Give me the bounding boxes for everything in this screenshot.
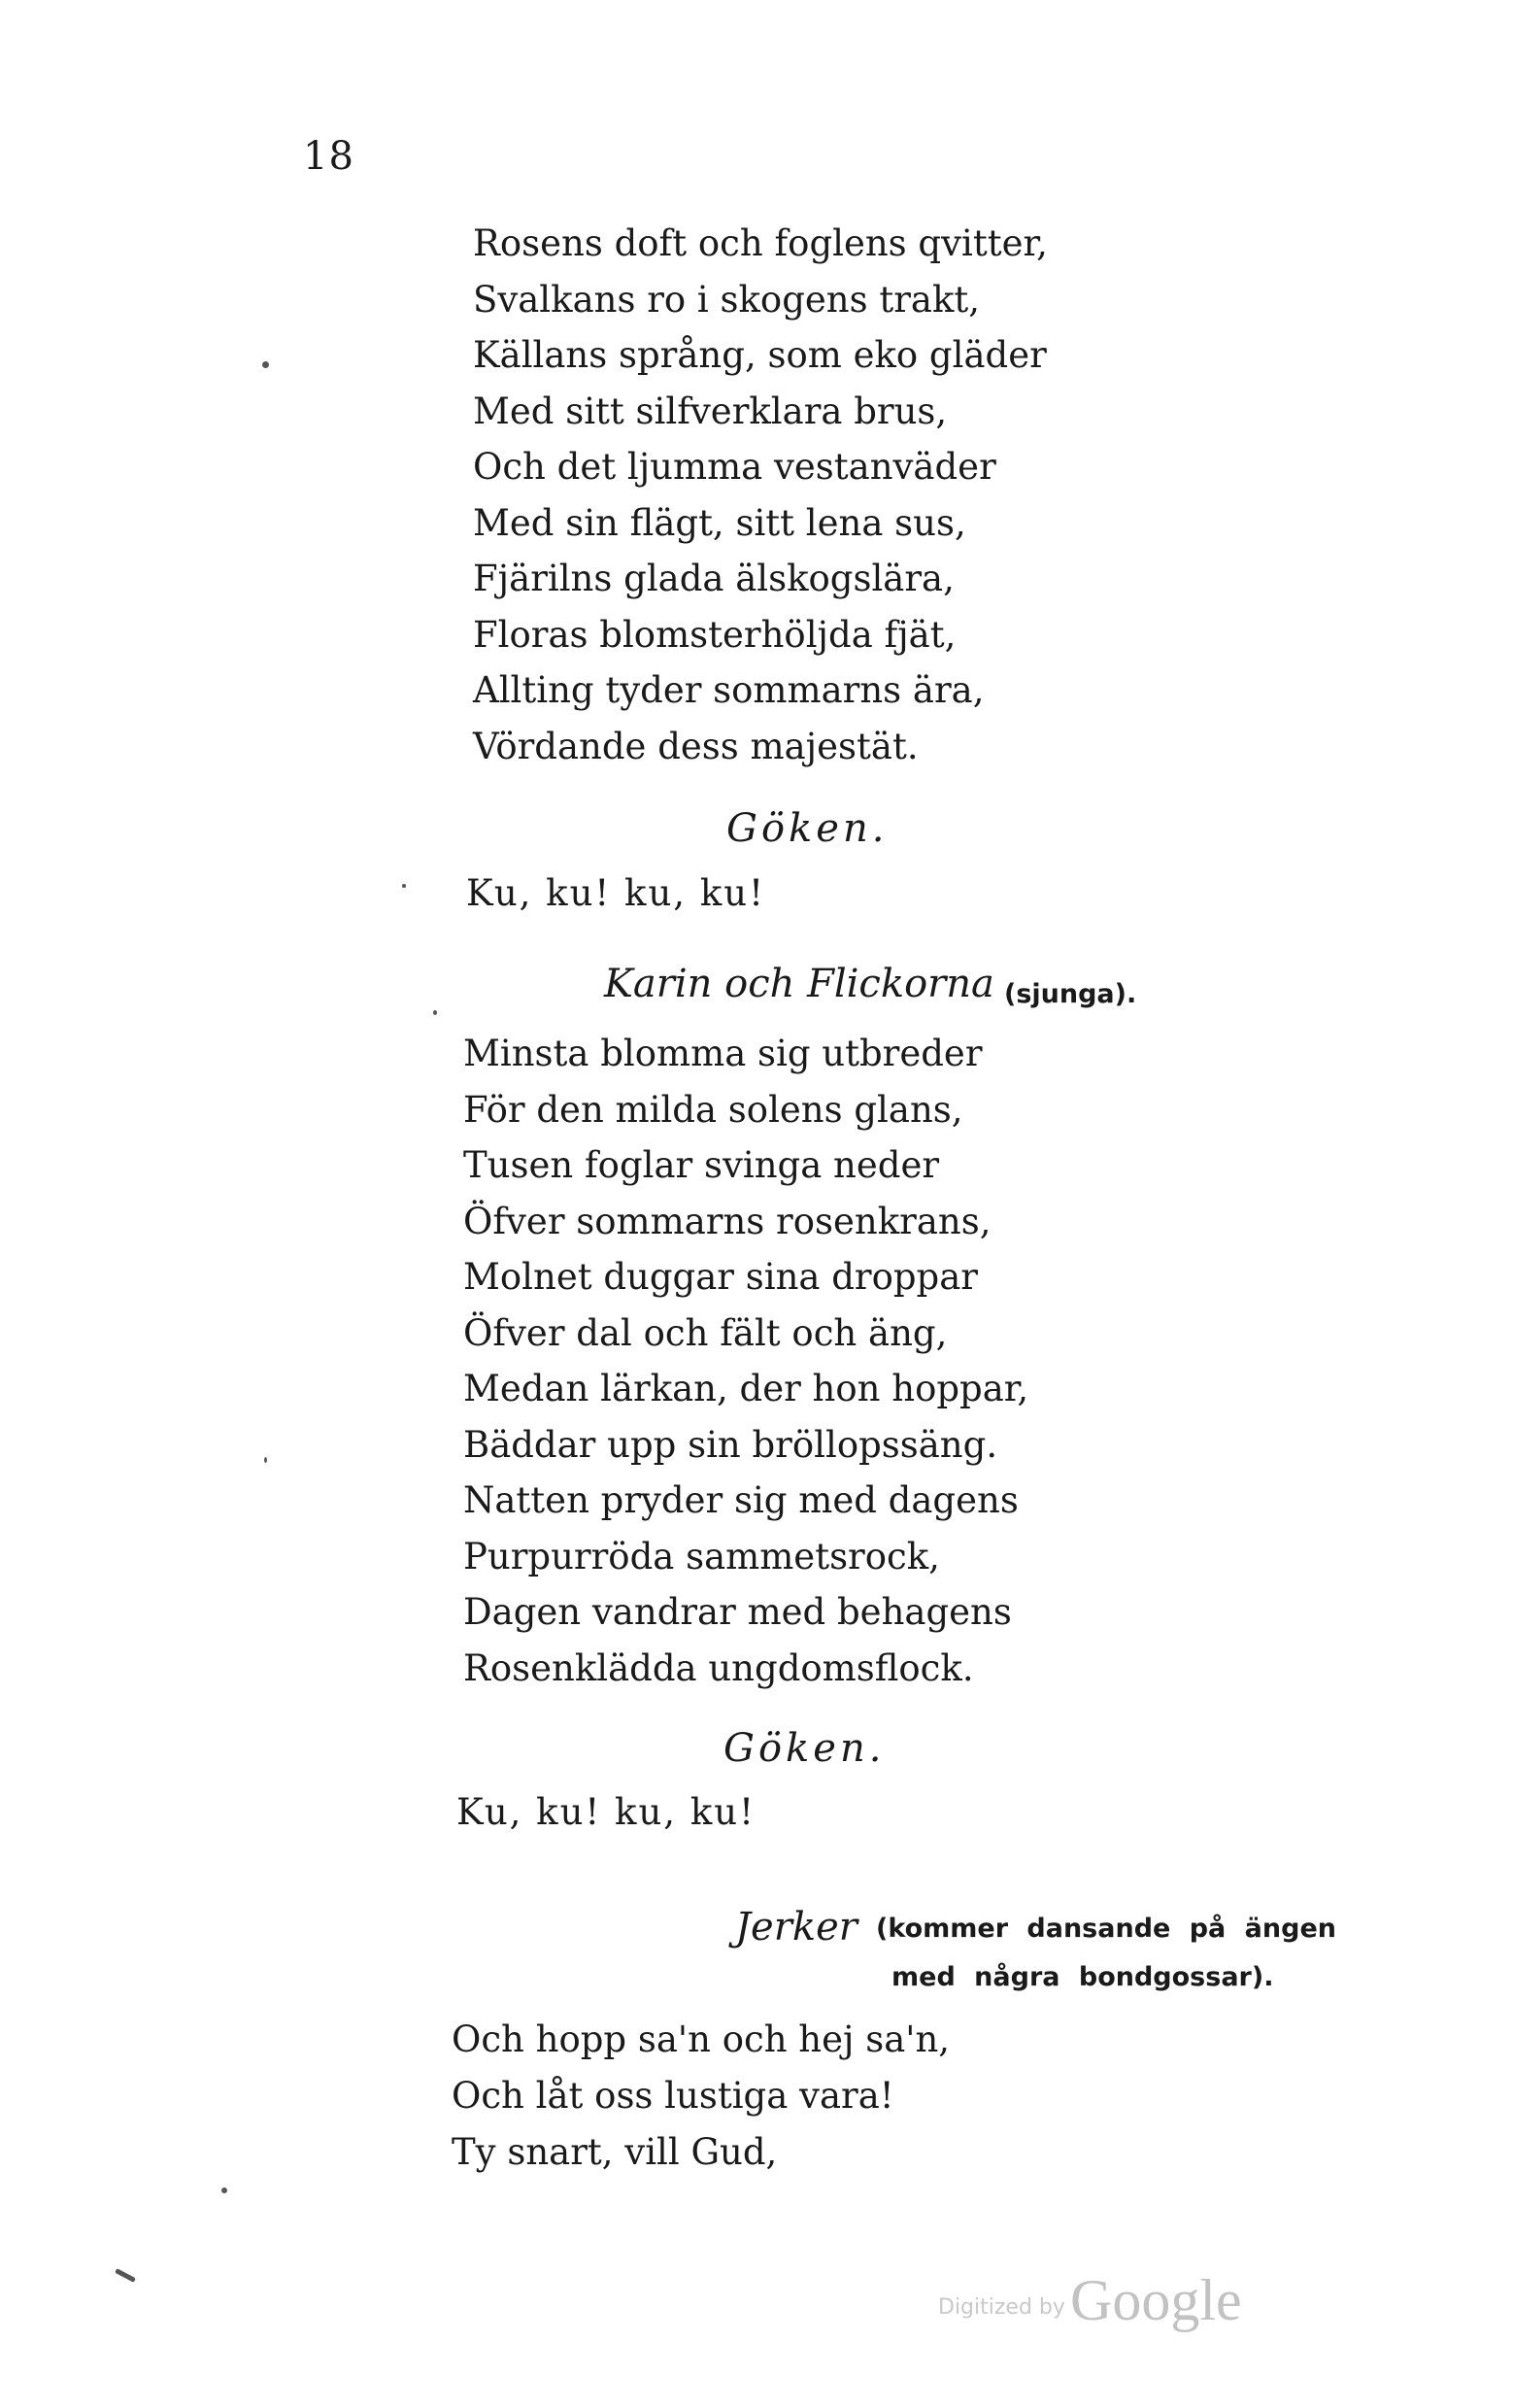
verse-line: Och det ljumma vestanväder	[473, 446, 996, 488]
scan-speck	[115, 2268, 136, 2283]
verse-line: Floras blomsterhöljda fjät,	[473, 613, 957, 656]
verse-stanza-1	[473, 216, 1048, 774]
scan-speck	[221, 2188, 227, 2193]
watermark-prefix: Digitized by	[938, 2295, 1065, 2320]
scan-speck	[402, 884, 406, 888]
verse-line: Molnet duggar sina droppar	[463, 1256, 978, 1298]
verse-line: Och hopp sa'n och hej sa'n,	[452, 2018, 951, 2060]
verse-line: Rosenklädda ungdomsflock.	[463, 1646, 974, 1689]
cuckoo-call: Ku, ku! ku, ku!	[456, 1791, 756, 1833]
verse-line: Allting tyder sommarns ära,	[473, 669, 985, 711]
verse-line: Medan lärkan, der hon hoppar,	[463, 1368, 1029, 1409]
verse-line: Minsta blomma sig utbreder	[463, 1033, 983, 1074]
verse-line: Ty snart, vill Gud,	[452, 2131, 778, 2173]
verse-line: Dagen vandrar med behagens	[463, 1591, 1012, 1633]
page-number: 18	[303, 134, 354, 179]
speaker-name-jerker: Jerker	[735, 1905, 857, 1950]
verse-line: För den milda solens glans,	[463, 1088, 963, 1131]
verse-stanza-3	[452, 2012, 950, 2181]
verse-line: Öfver dal och fält och äng,	[463, 1311, 948, 1354]
verse-line: Svalkans ro i skogens trakt,	[473, 278, 981, 321]
speaker-name-goken: Göken.	[723, 1726, 886, 1771]
stage-direction: (kommer dansande på ängen	[876, 1914, 1336, 1944]
verse-line: Öfver sommarns rosenkrans,	[463, 1200, 992, 1242]
speaker-name-goken: Göken.	[726, 806, 889, 851]
cuckoo-call: Ku, ku! ku, ku!	[466, 872, 765, 914]
verse-line: Med sitt silfverklara brus,	[473, 390, 948, 432]
verse-line: Fjärilns glada älskogslära,	[473, 558, 955, 599]
speaker-name-karin: Karin och Flickorna	[604, 962, 994, 1006]
verse-line: Bäddar upp sin bröllopssäng.	[463, 1423, 998, 1466]
verse-line: Och låt oss lustiga vara!	[452, 2075, 894, 2117]
verse-line: Rosens doft och foglens qvitter,	[473, 222, 1048, 264]
watermark-brand: Google	[1070, 2268, 1242, 2332]
verse-line: Natten pryder sig med dagens	[463, 1479, 1019, 1521]
verse-stanza-2	[463, 1026, 1028, 1696]
verse-line: Tusen foglar svinga neder	[463, 1144, 940, 1186]
verse-line: Med sin flägt, sitt lena sus,	[473, 501, 966, 544]
scan-speck	[433, 1010, 437, 1015]
verse-line: Vördande dess majestät.	[473, 725, 919, 767]
stage-direction: (sjunga).	[1004, 979, 1137, 1009]
verse-line: Källans språng, som eko gläder	[473, 334, 1047, 376]
stage-direction: med några bondgossar).	[891, 1962, 1274, 1992]
scan-speck	[264, 1457, 267, 1463]
digitized-by-google-watermark	[938, 2267, 1242, 2334]
verse-line: Purpurröda sammetsrock,	[463, 1535, 940, 1577]
scan-speck	[262, 361, 269, 368]
